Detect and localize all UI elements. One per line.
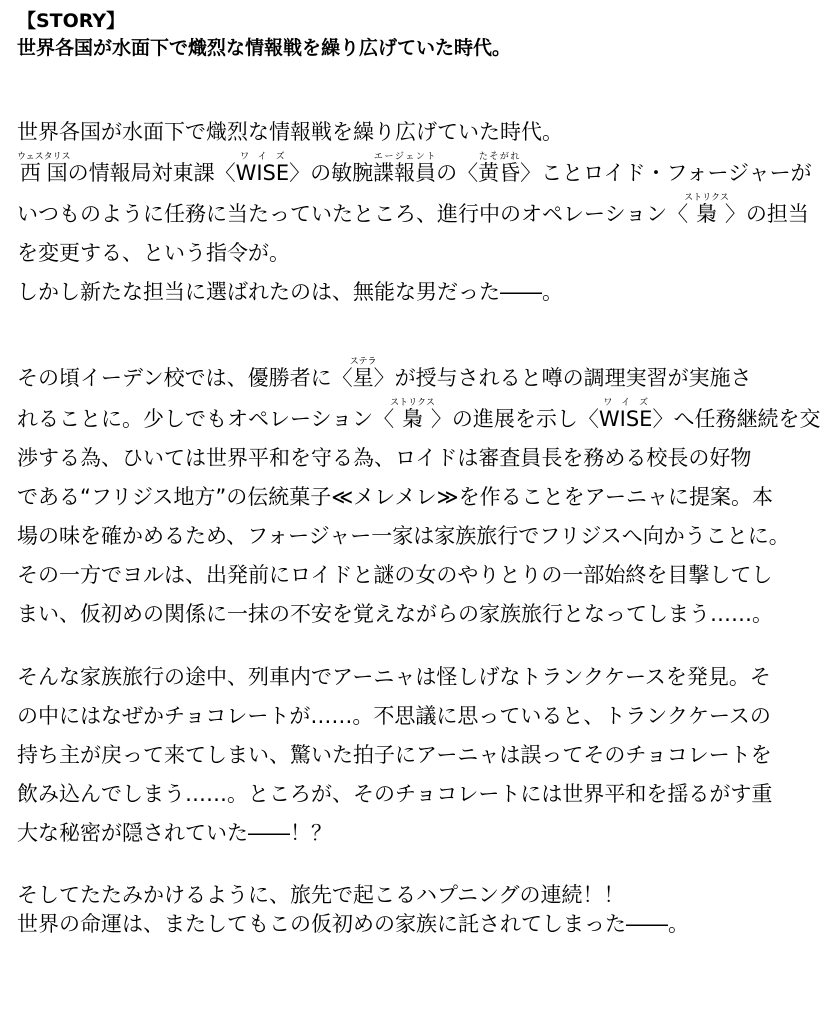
paragraph-line: 場の味を確かめるため、フォージャー一家は家族旅行でフリジスへ向かうことに。 bbox=[17, 524, 790, 548]
spacer bbox=[17, 61, 817, 113]
paragraph-line: である“フリジス地方”の伝統菓子≪メレメレ≫を作ることをアーニャに提案。本 bbox=[17, 485, 773, 509]
paragraph-line: まい、仮初めの関係に一抹の不安を覚えながらの家族旅行となってしまう……。 bbox=[17, 602, 773, 626]
paragraph-line: 飲み込んでしまう……。ところが、そのチョコレートには世界平和を揺るがす重 bbox=[17, 782, 773, 806]
spacer bbox=[17, 634, 817, 658]
story-tag: 【STORY】 bbox=[17, 10, 126, 32]
paragraph-line bbox=[17, 357, 817, 398]
paragraph-line: 渉する為、ひいては世界平和を守る為、ロイドは審査員長を務める校長の好物 bbox=[17, 446, 752, 470]
story-paragraph-1 bbox=[17, 113, 817, 312]
line-text: の〈 bbox=[436, 161, 479, 185]
line-text: いつものように任務に当たっていたところ、進行中のオペレーション〈 bbox=[17, 202, 689, 226]
ruby-twilight: 黄昏たそがれ bbox=[478, 152, 521, 185]
paragraph-line: 世界の命運は、またしてもこの仮初めの家族に託されてしまった――。 bbox=[17, 912, 689, 936]
paragraph-line: しかし新たな担当に選ばれたのは、無能な男だった――。 bbox=[17, 280, 563, 304]
line-text: その頃イーデン校では、優勝者に〈 bbox=[17, 366, 353, 390]
line-text: れることに。少しでもオペレーション〈 bbox=[17, 407, 395, 431]
paragraph-line: 世界各国が水面下で熾烈な情報戦を繰り広げていた時代。 bbox=[17, 120, 563, 144]
ruby-strix: 梟ストリクス bbox=[684, 193, 729, 226]
line-text: 〉が授与されると噂の調理実習が実施さ bbox=[373, 366, 752, 390]
spacer bbox=[17, 853, 817, 881]
paragraph-line: そんな家族旅行の途中、列車内でアーニャは怪しげなトランクケースを発見。そ bbox=[17, 665, 771, 689]
ruby-wise: WISEワイズ bbox=[598, 398, 653, 431]
paragraph-line: その一方でヨルは、出発前にロイドと謎の女のやりとりの一部始終を目撃してし bbox=[17, 563, 773, 587]
line-text: 〉の敏腕 bbox=[289, 161, 374, 185]
ruby-stella: 星ステラ bbox=[349, 357, 377, 390]
line-text: 〉の担当 bbox=[724, 202, 809, 226]
story-document bbox=[17, 8, 821, 939]
paragraph-line: 持ち主が戻って来てしまい、驚いた拍子にアーニャは誤ってそのチョコレートを bbox=[17, 743, 772, 767]
line-text: 〉の進展を示し〈 bbox=[430, 407, 599, 431]
paragraph-line bbox=[17, 398, 821, 439]
ruby-ostania: 西国ウェスタリス bbox=[17, 152, 71, 185]
line-text: の情報局対東課〈 bbox=[67, 161, 236, 185]
paragraph-line bbox=[17, 152, 817, 193]
paragraph-line bbox=[17, 193, 817, 234]
paragraph-line: の中にはなぜかチョコレートが……。不思議に思っていると、トランクケースの bbox=[17, 704, 771, 728]
ruby-agent: 諜報員エージェント bbox=[373, 152, 437, 185]
story-paragraph-3 bbox=[17, 658, 817, 853]
story-paragraph-4 bbox=[17, 881, 817, 939]
paragraph-line: を変更する、という指令が。 bbox=[17, 241, 290, 265]
line-text: 〉へ任務継続を交 bbox=[652, 407, 821, 431]
ruby-strix: 梟ストリクス bbox=[390, 398, 435, 431]
paragraph-line: 大な秘密が隠されていた――！？ bbox=[17, 821, 332, 845]
spacer bbox=[17, 312, 817, 357]
line-text: 〉ことロイド・フォージャーが bbox=[520, 161, 812, 185]
paragraph-line: そしてたたみかけるように、旅先で起こるハプニングの連続！！ bbox=[17, 883, 625, 907]
story-paragraph-2 bbox=[17, 357, 821, 634]
ruby-wise: WISEワイズ bbox=[235, 152, 290, 185]
story-headline: 世界各国が水面下で熾烈な情報戦を繰り広げていた時代。 bbox=[17, 37, 512, 59]
